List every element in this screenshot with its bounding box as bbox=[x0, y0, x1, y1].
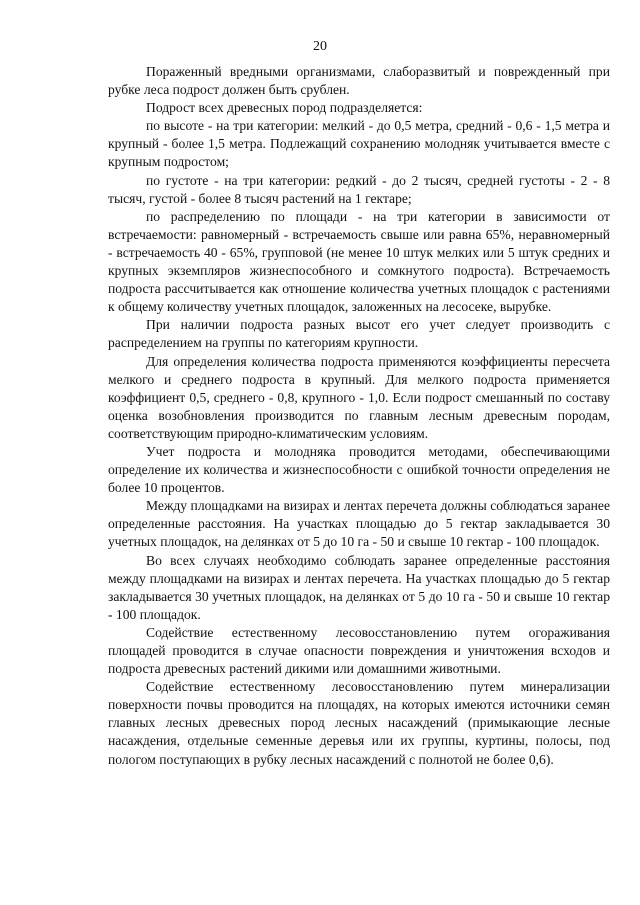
paragraph: Учет подроста и молодняка проводится методами, обеспечивающими определение их количества и жизнеспособности с ошибкой точности определения не более 10 процентов. bbox=[108, 443, 610, 496]
paragraph: Пораженный вредными организмами, слаборазвитый и поврежденный при рубке леса подрост должен быть срублен. bbox=[108, 64, 610, 98]
paragraph: Подрост всех древесных пород подразделяется: bbox=[146, 100, 423, 116]
page-number: 20 bbox=[313, 39, 327, 54]
paragraph: Содействие естественному лесовосстановлению путем огораживания площадей проводится в случае опасности повреждения и уничтожения всходов и подроста древесных растений дикими или домашними животными. bbox=[108, 624, 610, 677]
paragraph: по распределению по площади - на три категории в зависимости от встречаемости: равномерный - встречаемость свыше или равна 65%, неравномерный - встречаемость 40 - 65%, групповой (не менее 10 штук мелких или 5 штук средних и крупных экземпляров жизнеспособного и сомкнутого подроста). Встречаемость подроста рассчитывается как отношение количества учетных площадок с растениями к общему количеству учетных площадок, заложенных на лесосеке, вырубке. bbox=[108, 208, 610, 315]
paragraph: Во всех случаях необходимо соблюдать заранее определенные расстояния между площадками на визирах и лентах перечета. На участках площадью до 5 гектар закладывается 30 учетных площадок, на делянках от 5 до 10 га - 50 и свыше 10 гектар - 100 площадок. bbox=[108, 552, 610, 622]
paragraph: Для определения количества подроста применяются коэффициенты пересчета мелкого и среднего подроста в крупный. Для мелкого подроста применяется коэффициент 0,5, среднего - 0,8, крупного - 1,0. Если подрост смешанный по составу оценка возобновления производится по главным лесным древесным породам, соответствующим природно-климатическим условиям. bbox=[108, 353, 610, 441]
paragraph: Содействие естественному лесовосстановлению путем минерализации поверхности почвы проводится на площадях, на которых имеются источники семян главных лесных древесных пород лесных насаждений (примыкающие лесные насаждения, отдельные семенные деревья или их группы, куртины, полосы, под пологом поступающих в рубку лесных насаждений с полнотой не более 0,6). bbox=[108, 679, 610, 767]
paragraph: по высоте - на три категории: мелкий - до 0,5 метра, средний - 0,6 - 1,5 метра и крупный - более 1,5 метра. Подлежащий сохранению молодняк учитывается вместе с крупным подростом; bbox=[108, 118, 610, 170]
paragraph: Между площадками на визирах и лентах перечета должны соблюдаться заранее определенные расстояния. На участках площадью до 5 гектар закладывается 30 учетных площадок, на делянках от 5 до 10 га - 50 и свыше 10 гектар - 100 площадок. bbox=[108, 498, 610, 550]
body-text bbox=[108, 63, 610, 769]
paragraph: При наличии подроста разных высот его учет следует производить с распределением на группы по категориям крупности. bbox=[108, 317, 610, 351]
paragraph: по густоте - на три категории: редкий - до 2 тысяч, средней густоты - 2 - 8 тысяч, густой - более 8 тысяч растений на 1 гектаре; bbox=[108, 172, 610, 206]
